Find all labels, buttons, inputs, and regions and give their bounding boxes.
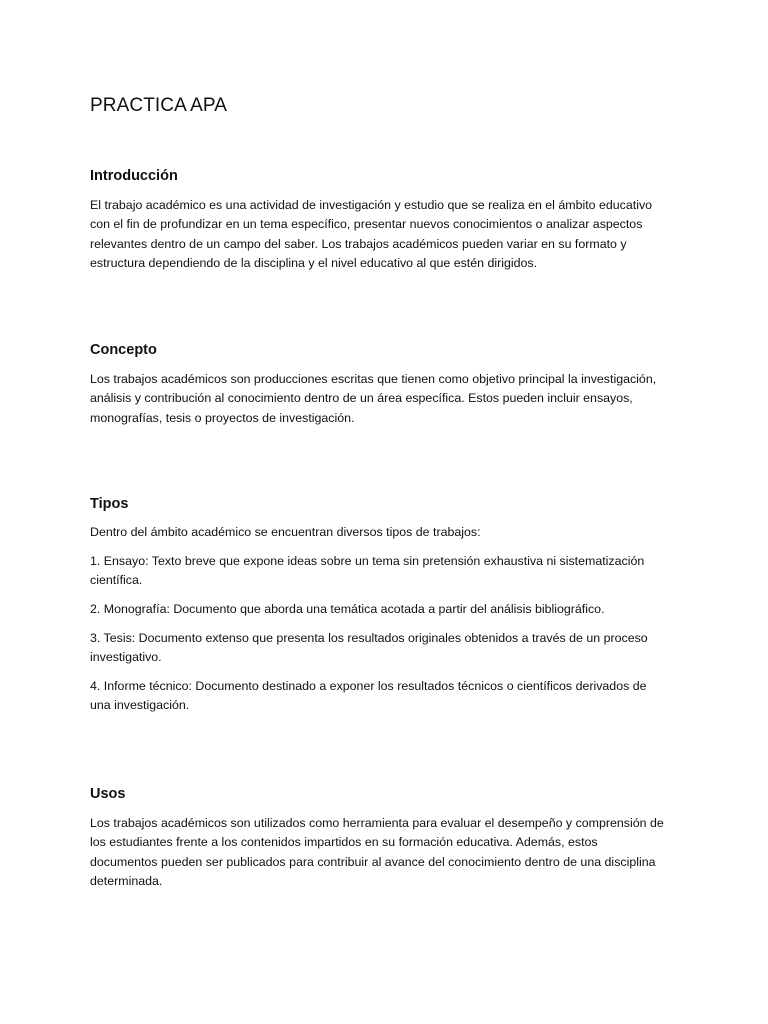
text-line: una investigación.: [90, 698, 190, 713]
text-line: con el fin de profundizar en un tema específico, presentar nuevos conocimientos o analizar aspectos: [90, 217, 643, 232]
text-line: monografías, tesis o proyectos de investigación.: [90, 410, 355, 425]
text-line: los estudiantes frente a los contenidos impartidos en su formación educativa. Además, estos: [90, 835, 598, 850]
text-line: análisis y contribución al conocimiento dentro de un área específica. Estos pueden incluir ensayos,: [90, 391, 633, 406]
section-heading-usos: Usos: [90, 786, 126, 802]
text-line: 2. Monografía: Documento que aborda una temática acotada a partir del análisis bibliográfico.: [90, 602, 605, 616]
paragraph-introduccion: [90, 196, 652, 274]
text-line: determinada.: [90, 874, 163, 889]
text-line: 3. Tesis: Documento extenso que presenta los resultados originales obtenidos a través de un proceso: [90, 631, 648, 645]
text-line: 4. Informe técnico: Documento destinado a exponer los resultados técnicos o científicos derivados de: [90, 679, 647, 693]
text-line: relevantes dentro de un campo del saber. Los trabajos académicos pueden variar en su formato y: [90, 236, 627, 251]
paragraph-concepto: [90, 370, 656, 428]
text-line: científica.: [90, 573, 143, 588]
document-title: PRACTICA APA: [90, 95, 228, 116]
section-heading-introduccion: Introducción: [90, 168, 178, 184]
text-line: Dentro del ámbito académico se encuentran diversos tipos de trabajos:: [90, 525, 481, 539]
text-line: investigativo.: [90, 650, 162, 665]
text-line: Los trabajos académicos son producciones escritas que tienen como objetivo principal la investigación,: [90, 372, 657, 386]
text-line: 1. Ensayo: Texto breve que expone ideas sobre un tema sin pretensión exhaustiva ni sistematización: [90, 554, 645, 568]
paragraph-usos: [90, 814, 664, 892]
text-line: Los trabajos académicos son utilizados como herramienta para evaluar el desempeño y comprensión de: [90, 816, 664, 830]
list-item-monografia: [90, 600, 605, 619]
section-heading-tipos: Tipos: [90, 496, 129, 512]
list-item-informe-tecnico: [90, 677, 647, 716]
list-item-tesis: [90, 629, 648, 668]
section-heading-concepto: Concepto: [90, 342, 157, 358]
text-line: estructura dependiendo de la disciplina y el nivel educativo al que estén dirigidos.: [90, 256, 538, 271]
list-item-ensayo: [90, 552, 644, 591]
text-line: documentos pueden ser publicados para contribuir al avance del conocimiento dentro de una disciplina: [90, 854, 656, 869]
text-line: El trabajo académico es una actividad de investigación y estudio que se realiza en el ámbito educativo: [90, 198, 653, 212]
paragraph-tipos-intro: [90, 523, 481, 542]
